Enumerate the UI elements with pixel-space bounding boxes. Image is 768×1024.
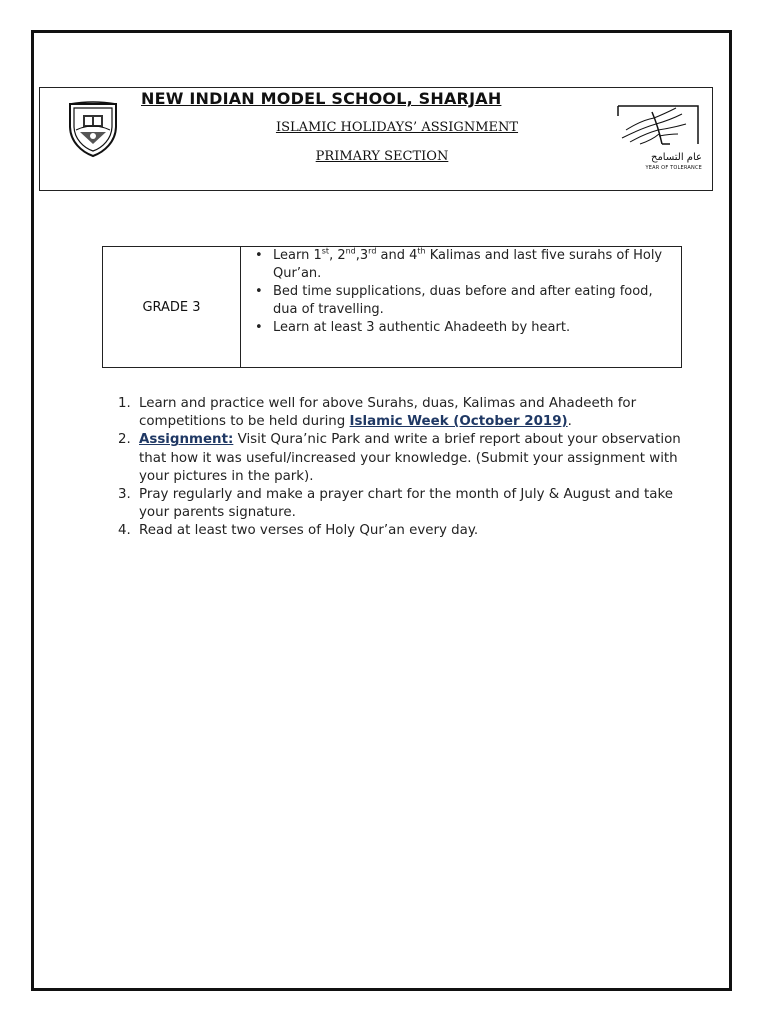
requirement-item: • Bed time supplications, duas before and after eating food, dua of travelling. xyxy=(255,283,675,319)
task-item: 2. Assignment: Visit Qura’nic Park and write a brief report about your observation that how it was useful/increased your knowledge. (Submit your assignment with your pictures in the park). xyxy=(118,432,681,484)
task-item: 1. Learn and practice well for above Surahs, duas, Kalimas and Ahadeeth for competitions to be held during Islamic Week (October 2019). xyxy=(118,396,637,430)
requirements-list xyxy=(255,247,675,337)
grade-table xyxy=(102,246,682,368)
tolerance-english-text: YEAR OF TOLERANCE xyxy=(645,165,702,171)
assignment-title: ISLAMIC HOLIDAYS’ ASSIGNMENT xyxy=(275,120,519,135)
school-name-heading: NEW INDIAN MODEL SCHOOL, SHARJAH xyxy=(141,89,502,108)
task-item: 4. Read at least two verses of Holy Qur’an every day. xyxy=(118,523,479,539)
section-title: PRIMARY SECTION xyxy=(315,149,449,164)
islamic-week-link[interactable]: Islamic Week (October 2019) xyxy=(349,414,568,430)
task-list xyxy=(114,395,694,541)
assignment-label: Assignment: xyxy=(139,432,234,448)
year-of-tolerance-logo-icon xyxy=(612,104,702,174)
table-divider xyxy=(240,247,241,367)
requirement-item: • Learn at least 3 authentic Ahadeeth by heart. xyxy=(255,319,675,337)
requirement-item: • Learn 1st, 2nd,3rd and 4th Kalimas and last five surahs of Holy Qur’an. xyxy=(255,247,675,283)
grade-label: GRADE 3 xyxy=(142,299,201,315)
task-item: 3. Pray regularly and make a prayer chart for the month of July & August and take your parents signature. xyxy=(118,487,673,521)
tolerance-arabic-text: عام التسامح xyxy=(650,152,702,163)
